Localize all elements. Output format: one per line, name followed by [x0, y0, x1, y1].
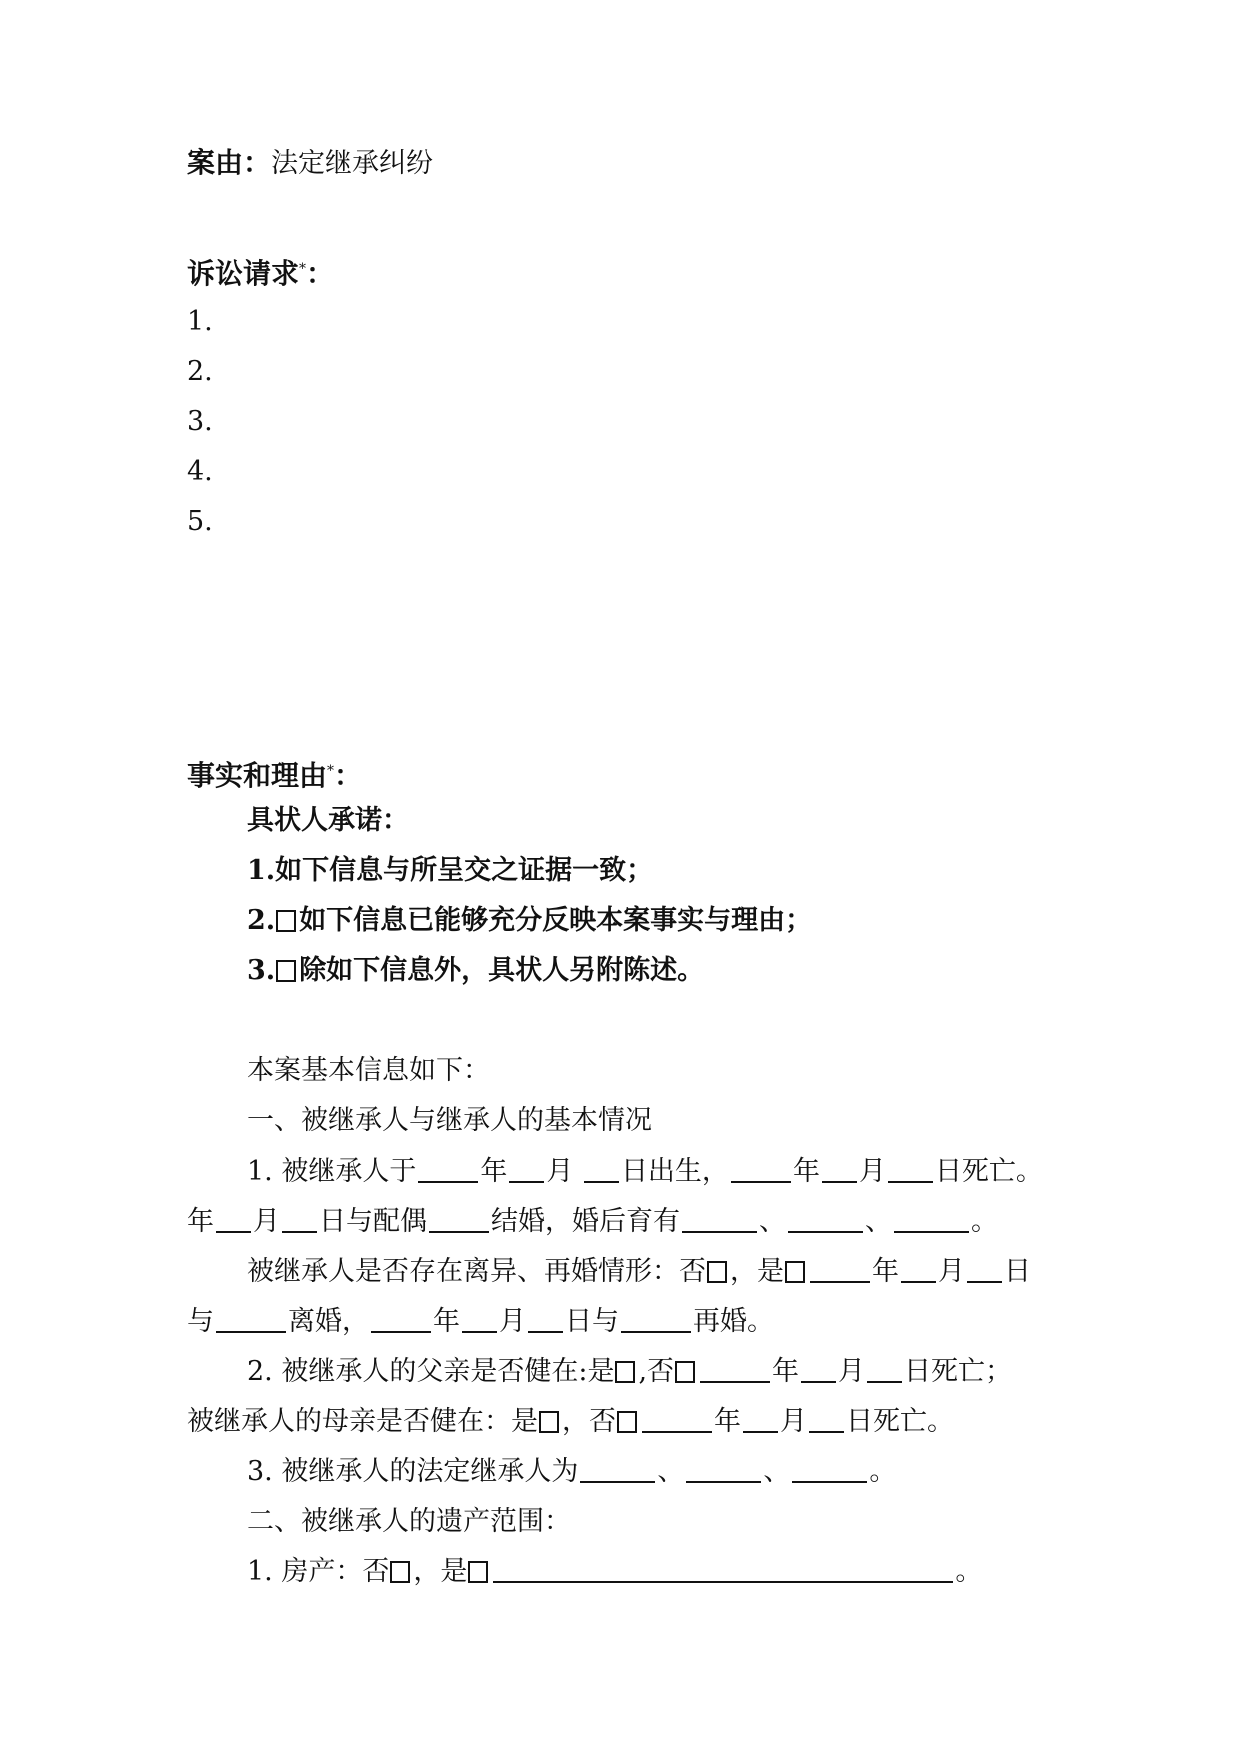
mother-alive-line: 被继承人的母亲是否健在：是 ，否 年 月 日死亡。	[187, 1406, 954, 1437]
mother-death-month-blank[interactable]	[743, 1405, 778, 1433]
remarry-day-blank[interactable]	[528, 1305, 563, 1333]
claim-item-1[interactable]: 1.	[187, 306, 213, 337]
divorce-remarriage-line: 与 离婚， 年 月 日与 再婚。	[187, 1306, 774, 1337]
father-death-year-blank[interactable]	[700, 1355, 770, 1383]
claim-item-4[interactable]: 4.	[187, 456, 213, 487]
pledge-3: 3. 除如下信息外，具状人另附陈述。	[247, 955, 705, 986]
ex-spouse-blank[interactable]	[216, 1305, 286, 1333]
case-cause-line	[187, 143, 433, 184]
claims-heading: 诉讼请求*：	[187, 257, 335, 290]
new-spouse-blank[interactable]	[621, 1305, 691, 1333]
pledge-2: 2. 如下信息已能够充分反映本案事实与理由；	[247, 905, 813, 936]
mother-no-checkbox[interactable]	[617, 1411, 637, 1433]
house-detail-blank[interactable]	[493, 1555, 953, 1583]
heir-2-blank[interactable]	[686, 1455, 761, 1483]
claim-item-3[interactable]: 3.	[187, 406, 213, 437]
death-month-blank[interactable]	[822, 1155, 857, 1183]
case-cause-value: 法定继承纠纷	[271, 148, 434, 179]
father-alive-line: 2. 被继承人的父亲是否健在:是 ,否 年 月 日死亡；	[247, 1356, 1013, 1387]
mother-yes-checkbox[interactable]	[539, 1411, 559, 1433]
heir-3-blank[interactable]	[792, 1455, 867, 1483]
facts-heading: 事实和理由*：	[187, 759, 363, 792]
death-day-blank[interactable]	[888, 1155, 933, 1183]
divorce-question-line: 被继承人是否存在离异、再婚情形：否 ，是 年 月 日	[247, 1256, 1031, 1287]
birth-year-blank[interactable]	[418, 1155, 478, 1183]
father-death-day-blank[interactable]	[867, 1355, 902, 1383]
pledge-2-checkbox[interactable]	[276, 910, 296, 932]
marriage-day-blank[interactable]	[282, 1205, 317, 1233]
father-yes-checkbox[interactable]	[615, 1361, 635, 1383]
father-no-checkbox[interactable]	[675, 1361, 695, 1383]
death-year-blank[interactable]	[731, 1155, 791, 1183]
birth-day-blank[interactable]	[584, 1155, 619, 1183]
legal-heirs-line: 3. 被继承人的法定继承人为 、 、 。	[247, 1456, 897, 1487]
divorce-month-blank[interactable]	[901, 1255, 936, 1283]
remarry-year-blank[interactable]	[371, 1305, 431, 1333]
child-1-blank[interactable]	[682, 1205, 757, 1233]
divorce-year-blank[interactable]	[810, 1255, 870, 1283]
claim-item-2[interactable]: 2.	[187, 356, 213, 387]
divorce-no-checkbox[interactable]	[707, 1261, 727, 1283]
basic-intro: 本案基本信息如下：	[247, 1055, 490, 1086]
pledge-3-checkbox[interactable]	[276, 960, 296, 982]
pledge-1: 1.如下信息与所呈交之证据一致；	[247, 855, 654, 886]
father-death-month-blank[interactable]	[801, 1355, 836, 1383]
mother-death-day-blank[interactable]	[809, 1405, 844, 1433]
divorce-yes-checkbox[interactable]	[785, 1261, 805, 1283]
section-1-title: 一、被继承人与继承人的基本情况	[247, 1105, 652, 1136]
mother-death-year-blank[interactable]	[642, 1405, 712, 1433]
marriage-month-blank[interactable]	[216, 1205, 251, 1233]
house-no-checkbox[interactable]	[390, 1561, 410, 1583]
marriage-line: 年 月 日与配偶 结婚，婚后育有 、 、 。	[187, 1206, 998, 1237]
remarry-month-blank[interactable]	[462, 1305, 497, 1333]
child-2-blank[interactable]	[788, 1205, 863, 1233]
house-line: 1. 房产：否 ，是 。	[247, 1556, 983, 1587]
divorce-day-blank[interactable]	[967, 1255, 1002, 1283]
child-3-blank[interactable]	[894, 1205, 969, 1233]
claim-item-5[interactable]: 5.	[187, 506, 213, 537]
case-cause-label: 案由：	[187, 146, 272, 179]
spouse-blank[interactable]	[429, 1205, 489, 1233]
section-2-title: 二、被继承人的遗产范围：	[247, 1506, 571, 1537]
decedent-birth-death-line: 1. 被继承人于 年 月 日出生， 年 月 日死亡。	[247, 1156, 1043, 1187]
house-yes-checkbox[interactable]	[468, 1561, 488, 1583]
pledge-title: 具状人承诺：	[247, 805, 409, 836]
heir-1-blank[interactable]	[580, 1455, 655, 1483]
birth-month-blank[interactable]	[509, 1155, 544, 1183]
